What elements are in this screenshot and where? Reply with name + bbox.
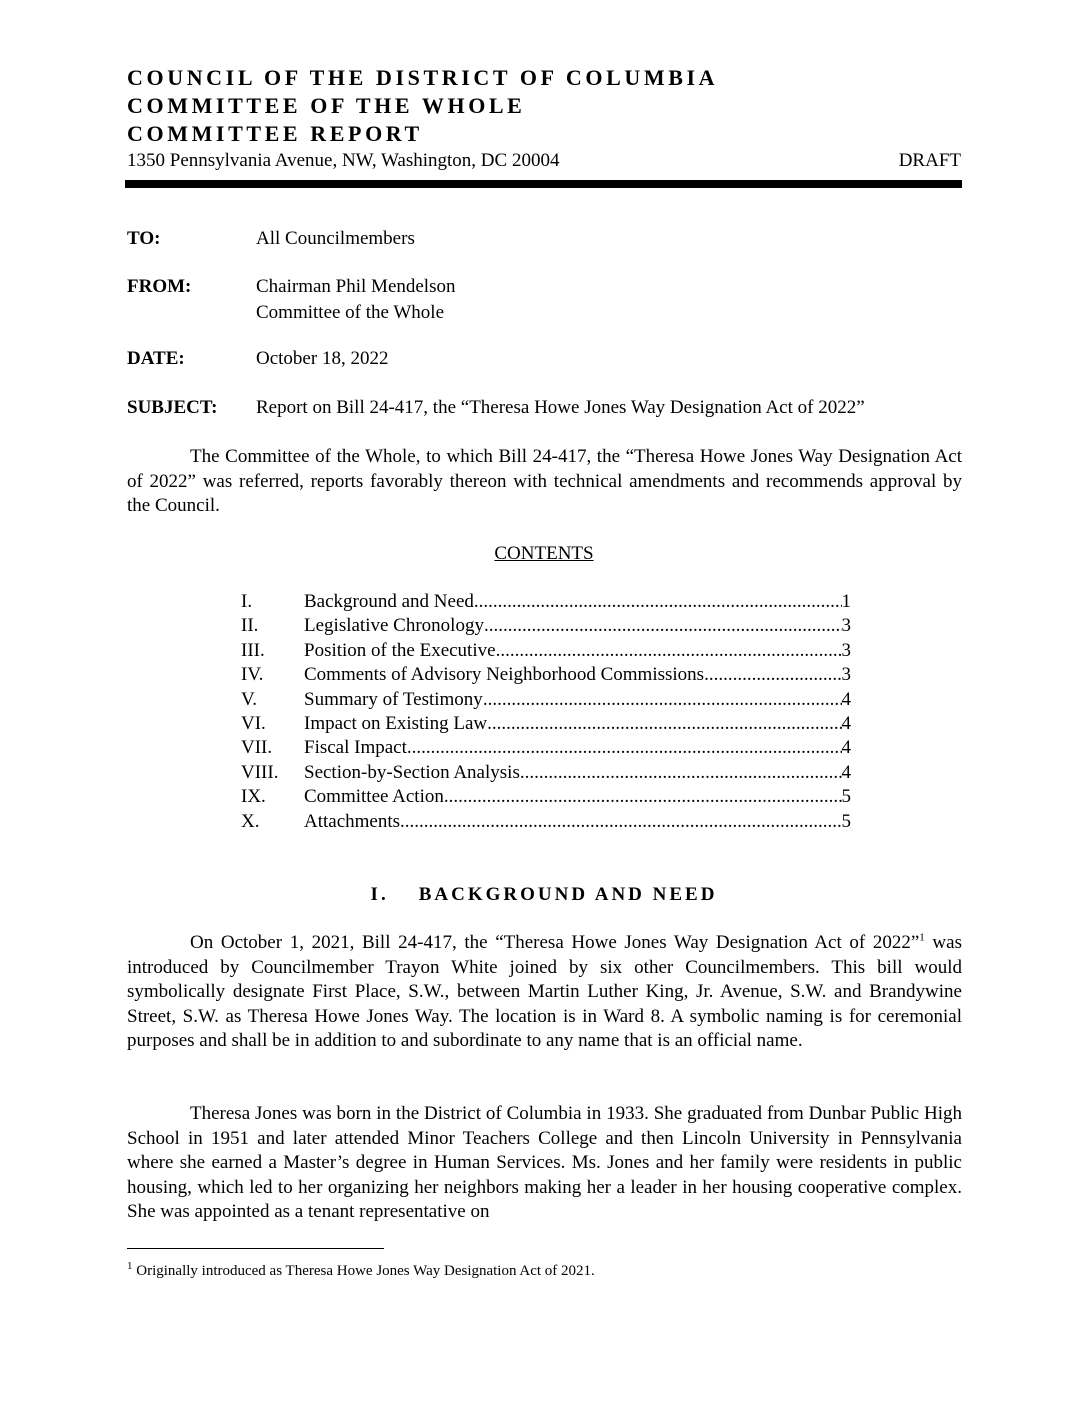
background-text-b: was introduced by Councilmember Trayon White joined by six other Councilmembers. This bill would symbolically designate First Place, S.W., between Martin Luther King, Jr. Avenue, S.W. and Brandywine Street, S.W. as Theresa Howe Jones Way. The location is in Ward 8. A symbolic naming is for ceremonial purposes and shall be in addition to and subordinate to any name that is an official name. — [127, 932, 962, 1051]
section-number: I. — [370, 884, 389, 905]
toc-page: 5 — [841, 810, 851, 832]
toc-leader — [484, 615, 842, 637]
background-paragraph-2: Theresa Jones was born in the District of Columbia in 1933. She graduated from Dunbar Public High School in 1951 and later attended Minor Teachers College and then Lincoln University in Pennsylvania where she earned a Master’s degree in Human Services. Ms. Jones and her family were residents in public housing, which led to her organizing her neighbors making her a leader in her housing cooperative complex. She was appointed as a tenant representative on — [127, 1103, 962, 1222]
draft-label: DRAFT — [898, 150, 961, 171]
toc-row — [241, 640, 851, 664]
toc-leader — [407, 737, 842, 759]
toc-row — [241, 591, 851, 615]
table-of-contents — [241, 591, 851, 835]
contents-heading: CONTENTS — [494, 543, 594, 564]
from-label: FROM: — [127, 276, 192, 297]
section-heading — [0, 884, 1088, 906]
toc-row — [241, 786, 851, 810]
toc-leader — [520, 762, 842, 784]
intro-paragraph: The Committee of the Whole, to which Bill 24-417, the “Theresa Howe Jones Way Designation Act of 2022” was referred, reports favorably thereon with technical amendments and recommends approval by the Council. — [127, 446, 962, 516]
footnote-text: Originally introduced as Theresa Howe Jones Way Designation Act of 2021. — [132, 1263, 595, 1279]
footnote-rule — [127, 1248, 384, 1249]
toc-number: VII. — [241, 737, 273, 759]
toc-page: 4 — [841, 761, 851, 783]
toc-title: Impact on Existing Law — [304, 712, 488, 734]
toc-title: Summary of Testimony — [304, 688, 483, 710]
toc-number: V. — [241, 688, 258, 710]
toc-row — [241, 615, 851, 639]
toc-number: I. — [241, 591, 253, 612]
toc-page: 3 — [841, 615, 851, 637]
header-committee: COMMITTEE OF THE WHOLE — [127, 93, 526, 118]
toc-number: III. — [241, 639, 265, 661]
toc-row — [241, 811, 851, 835]
toc-row — [241, 689, 851, 713]
toc-title: Legislative Chronology — [304, 615, 484, 637]
toc-row — [241, 737, 851, 761]
toc-title: Section-by-Section Analysis — [304, 761, 520, 783]
footnote — [127, 1260, 595, 1280]
toc-number: IV. — [241, 664, 264, 686]
header-address: 1350 Pennsylvania Avenue, NW, Washington, DC 20004 — [127, 150, 560, 171]
toc-title: Comments of Advisory Neighborhood Commissions — [304, 664, 705, 686]
toc-page: 1 — [841, 591, 851, 612]
background-text-a: On October 1, 2021, Bill 24-417, the “Theresa Howe Jones Way Designation Act of 2022” — [190, 932, 920, 953]
footnote-mark: 1 — [127, 1260, 133, 1272]
to-label: TO: — [127, 228, 161, 249]
toc-page: 4 — [841, 712, 851, 734]
toc-leader — [496, 640, 842, 662]
footnote-reference: 1 — [919, 931, 925, 944]
toc-number: II. — [241, 615, 259, 637]
toc-leader — [474, 591, 842, 613]
toc-row — [241, 664, 851, 688]
toc-leader — [400, 811, 841, 833]
toc-page: 4 — [841, 688, 851, 710]
date-label: DATE: — [127, 348, 185, 369]
toc-leader — [487, 713, 841, 735]
header-rule — [125, 180, 962, 188]
toc-title: Background and Need — [304, 591, 474, 612]
toc-title: Committee Action — [304, 786, 444, 808]
toc-number: X. — [241, 810, 260, 832]
section-title: BACKGROUND AND NEED — [418, 884, 718, 905]
date-value: October 18, 2022 — [256, 348, 389, 369]
toc-page: 5 — [841, 786, 851, 808]
toc-row — [241, 762, 851, 786]
toc-title: Fiscal Impact — [304, 737, 407, 759]
toc-leader — [704, 664, 841, 686]
header-council: COUNCIL OF THE DISTRICT OF COLUMBIA — [127, 65, 719, 90]
toc-page: 3 — [841, 664, 851, 686]
to-value: All Councilmembers — [256, 228, 415, 249]
toc-page: 4 — [841, 737, 851, 759]
subject-label: SUBJECT: — [127, 397, 218, 418]
toc-page: 3 — [841, 639, 851, 661]
subject-value: Report on Bill 24-417, the “Theresa Howe Jones Way Designation Act of 2022” — [256, 397, 865, 418]
from-value-name: Chairman Phil Mendelson — [256, 276, 456, 297]
toc-number: VIII. — [241, 761, 279, 783]
toc-title: Attachments — [304, 810, 401, 832]
toc-row — [241, 713, 851, 737]
header-report: COMMITTEE REPORT — [127, 121, 423, 146]
toc-title: Position of the Executive — [304, 639, 496, 661]
toc-number: IX. — [241, 786, 266, 808]
background-paragraph-1 — [127, 931, 962, 1054]
from-value-committee: Committee of the Whole — [256, 302, 445, 323]
toc-leader — [444, 786, 842, 808]
toc-number: VI. — [241, 712, 266, 734]
toc-leader — [483, 689, 842, 711]
